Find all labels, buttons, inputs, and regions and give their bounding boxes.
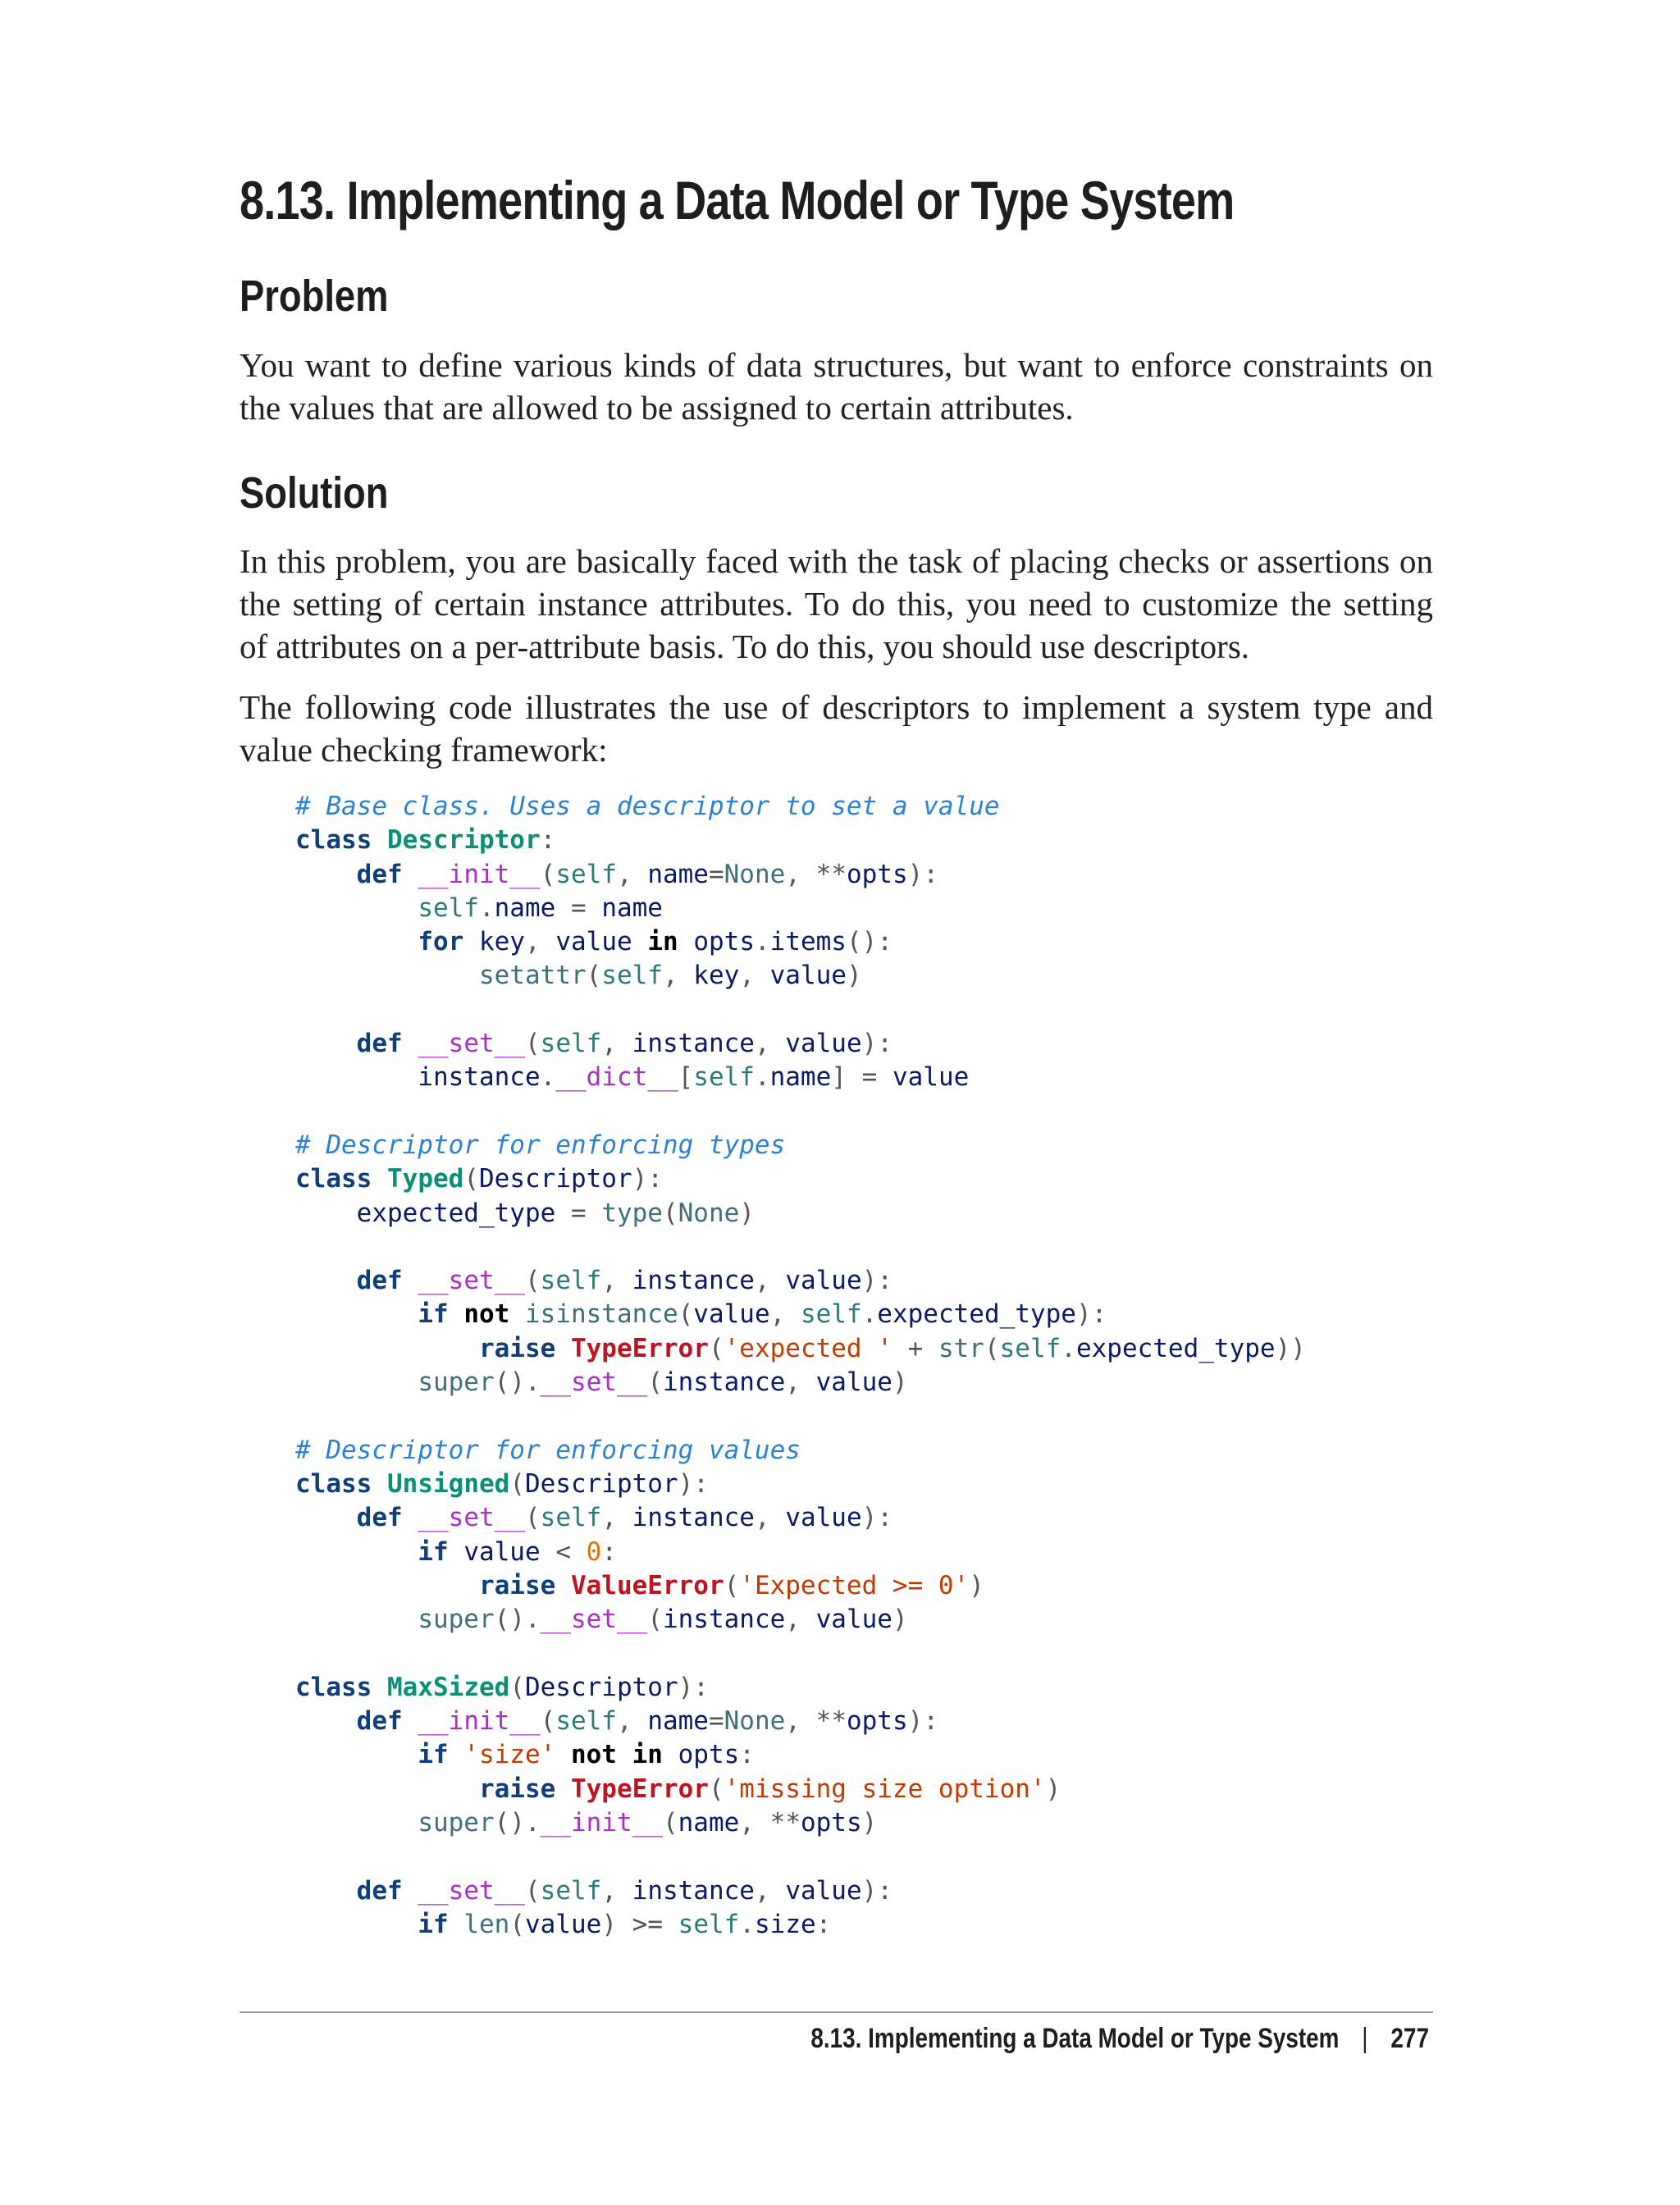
- code-listing: [295, 790, 1306, 1942]
- code-line: def __set__(self, instance, value):: [356, 1029, 892, 1059]
- problem-line: the values that are allowed to be assigned to certain attributes.: [240, 389, 1074, 427]
- code-line: def __init__(self, name=None, **opts):: [356, 859, 938, 889]
- solution-line: of attributes on a per-attribute basis. To do this, you should use descriptors.: [240, 628, 1250, 665]
- solution-line: The following code illustrates the use of descriptors to implement a system type and: [240, 688, 1433, 726]
- solution-heading: Solution: [240, 468, 389, 518]
- code-line: [295, 1230, 1306, 1264]
- code-line: if len(value) >= self.size:: [418, 1909, 832, 1939]
- solution-paragraph-2: [240, 686, 1433, 771]
- code-line: class Unsigned(Descriptor):: [295, 1468, 709, 1499]
- solution-line: value checking framework:: [240, 731, 608, 769]
- code-line: [295, 1840, 1306, 1874]
- solution-line: In this problem, you are basically faced with the task of placing checks or assertions on: [240, 542, 1433, 580]
- code-line: raise TypeError('missing size option'): [478, 1774, 1061, 1804]
- problem-paragraph: [240, 344, 1433, 429]
- footer-rule: [240, 2011, 1433, 2013]
- code-line: super().__init__(name, **opts): [418, 1807, 878, 1838]
- code-line: if value < 0:: [418, 1536, 617, 1567]
- solution-line: the setting of certain instance attributes. To do this, you need to customize the setting: [240, 585, 1433, 623]
- code-line: class Descriptor:: [295, 825, 556, 856]
- code-line: [295, 993, 1306, 1027]
- problem-line: You want to define various kinds of data structures, but want to enforce constraints on: [240, 346, 1433, 384]
- code-line: super().__set__(instance, value): [418, 1367, 908, 1398]
- code-line: raise TypeError('expected ' + str(self.expected_type)): [478, 1333, 1306, 1363]
- footer-section-title: 8.13. Implementing a Data Model or Type System: [810, 2023, 1340, 2054]
- code-line: raise ValueError('Expected >= 0'): [478, 1570, 984, 1600]
- code-line: # Base class. Uses a descriptor to set a value: [295, 792, 1000, 821]
- code-line: if not isinstance(value, self.expected_type):: [418, 1299, 1107, 1330]
- solution-paragraph-1: [240, 540, 1433, 668]
- code-line: [295, 1637, 1306, 1670]
- code-line: def __set__(self, instance, value):: [356, 1503, 892, 1533]
- section-title: 8.13. Implementing a Data Model or Type System: [240, 170, 1235, 231]
- page-footer: [810, 2023, 1429, 2055]
- code-line: [295, 1095, 1306, 1129]
- code-line: class MaxSized(Descriptor):: [295, 1672, 709, 1702]
- code-line: class Typed(Descriptor):: [295, 1164, 663, 1194]
- code-line: def __set__(self, instance, value):: [356, 1266, 892, 1296]
- code-line: [295, 1399, 1306, 1433]
- code-line: if 'size' not in opts:: [418, 1740, 755, 1770]
- footer-separator: |: [1362, 2023, 1368, 2054]
- code-line: setattr(self, key, value): [478, 961, 862, 991]
- code-line: super().__set__(instance, value): [418, 1605, 908, 1635]
- page-number: 277: [1390, 2023, 1429, 2054]
- code-line: for key, value in opts.items():: [418, 927, 892, 957]
- code-line: expected_type = type(None): [356, 1198, 755, 1228]
- code-line: # Descriptor for enforcing values: [295, 1435, 801, 1465]
- code-line: self.name = name: [418, 892, 663, 923]
- code-line: instance.__dict__[self.name] = value: [418, 1062, 970, 1093]
- code-line: def __set__(self, instance, value):: [356, 1875, 892, 1906]
- problem-heading: Problem: [240, 272, 389, 321]
- code-line: def __init__(self, name=None, **opts):: [356, 1706, 938, 1737]
- code-line: # Descriptor for enforcing types: [295, 1130, 786, 1160]
